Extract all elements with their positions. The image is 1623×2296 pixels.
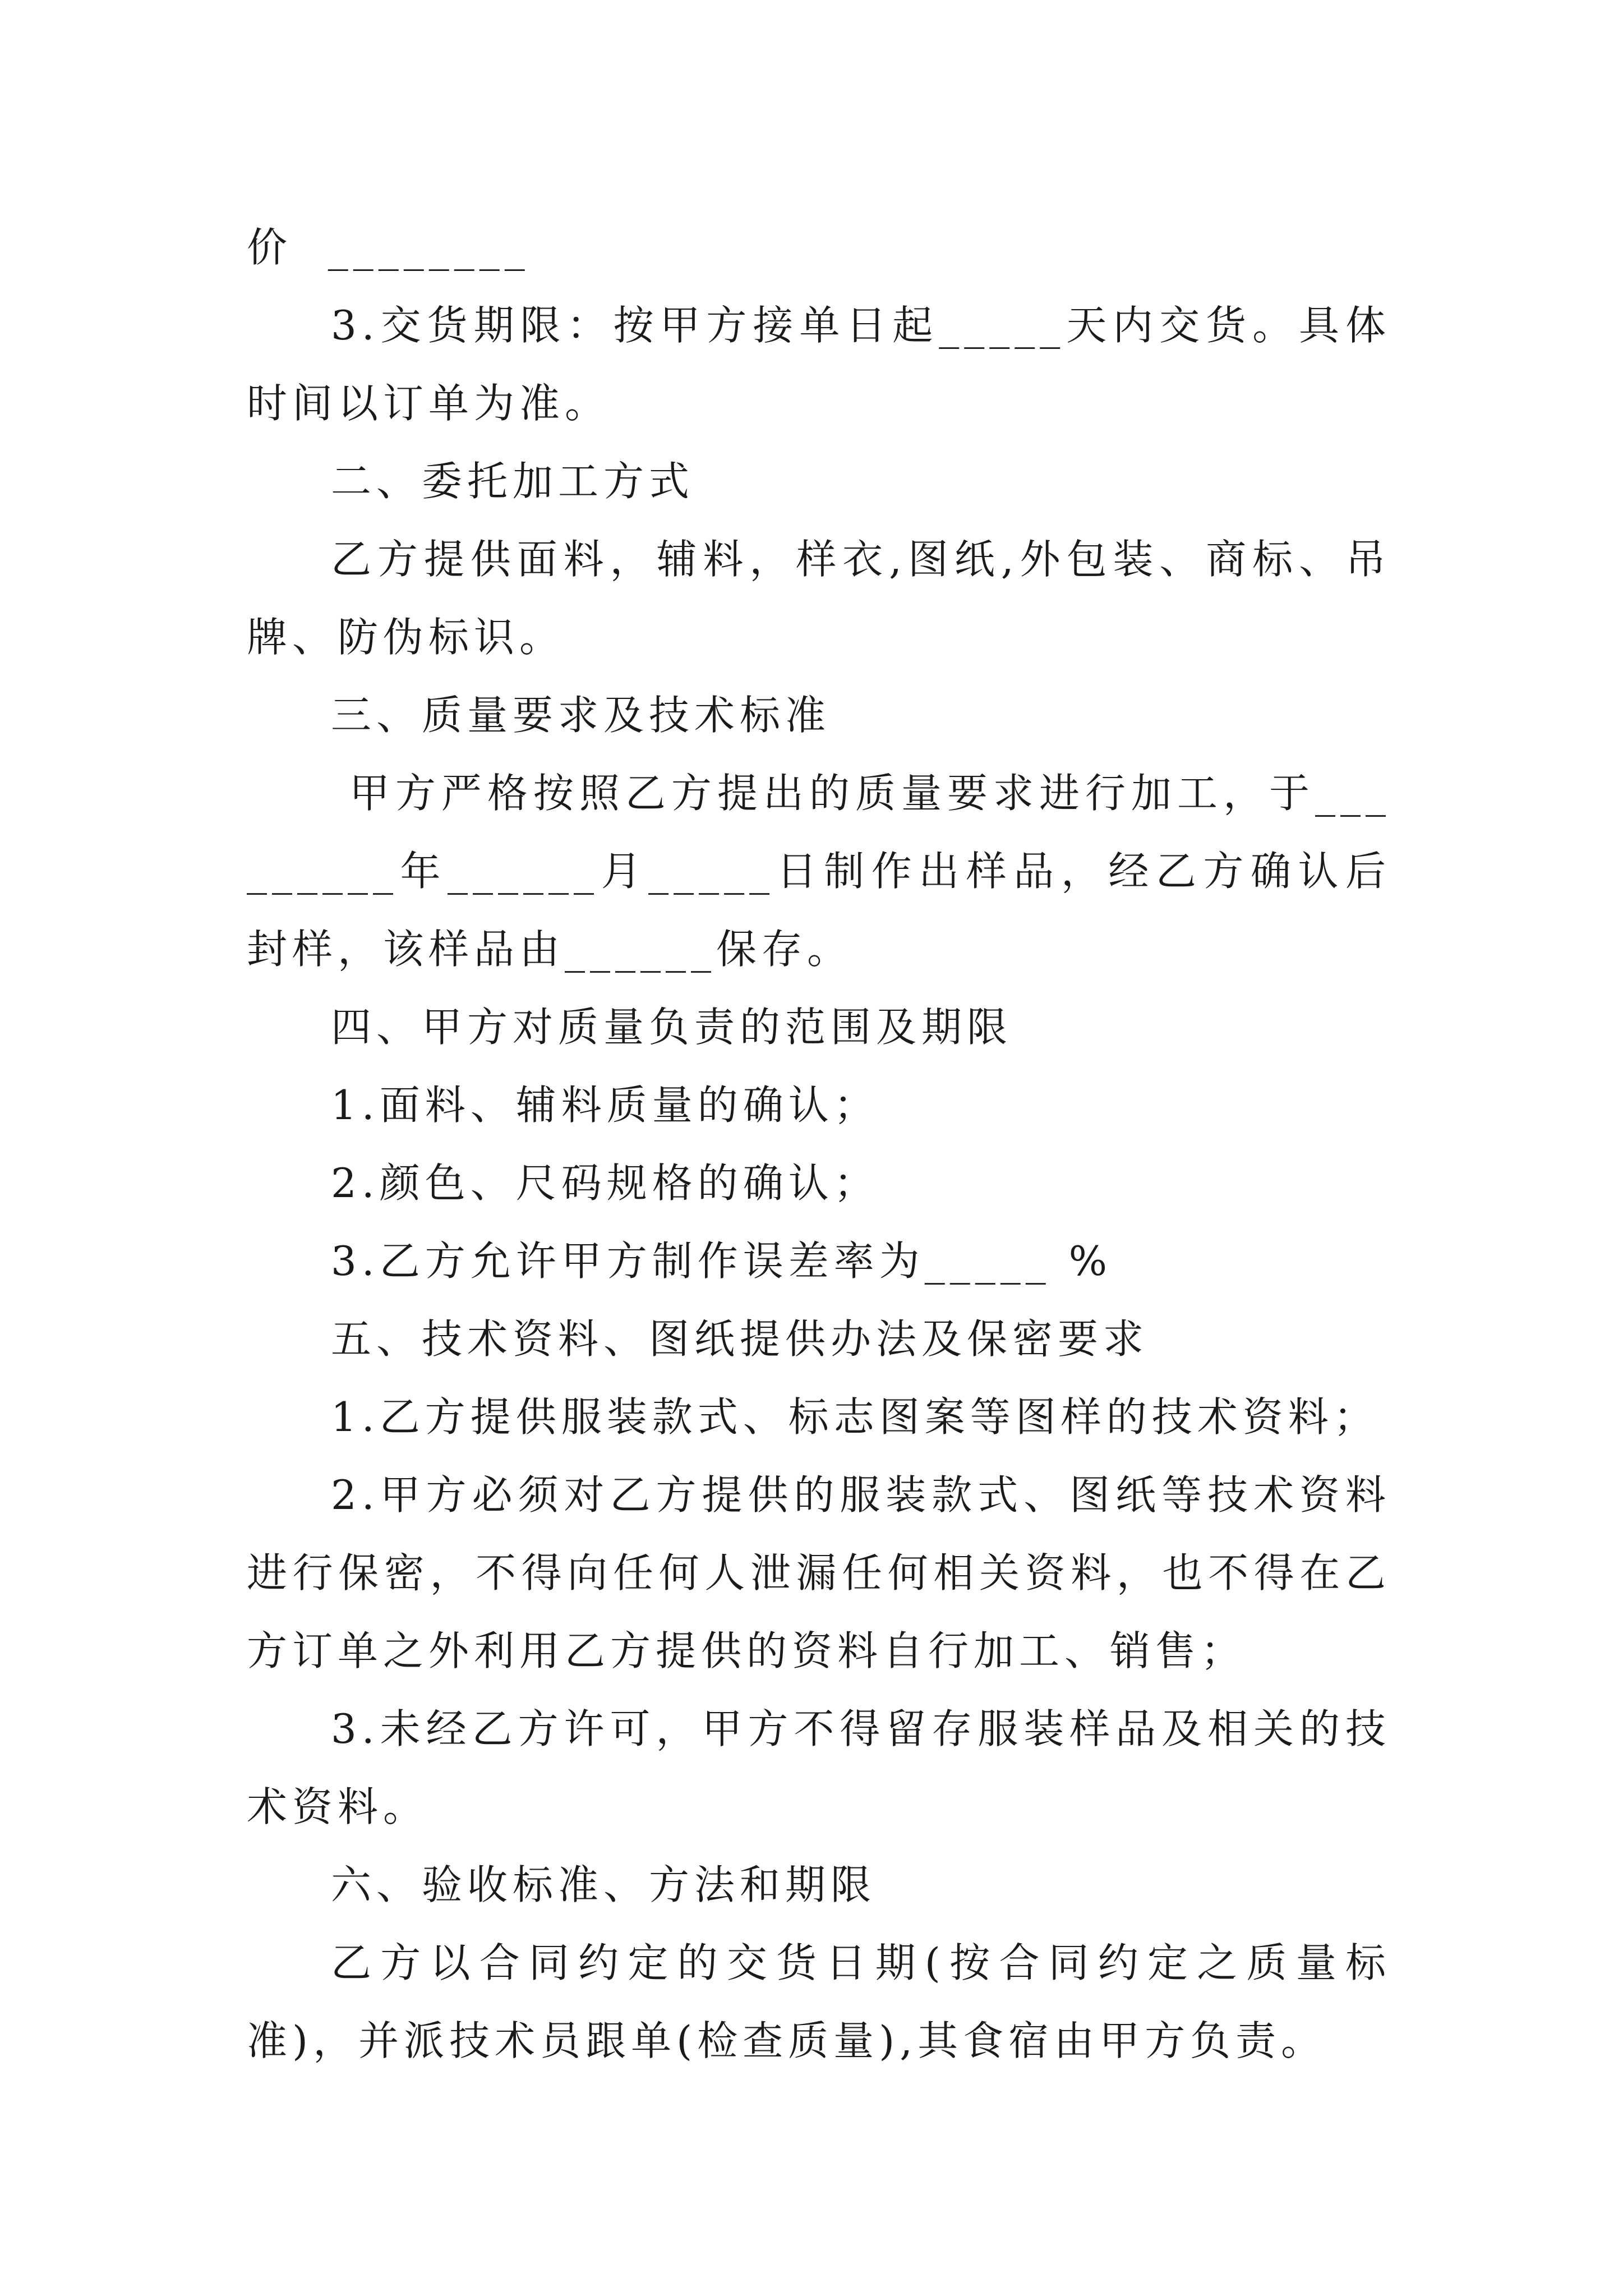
- section-heading-quality-responsibility: 四、甲方对质量负责的范围及期限: [331, 1004, 1013, 1051]
- list-item-error-rate: 3.乙方允许甲方制作误差率为_____ %: [331, 1237, 1112, 1285]
- list-item-color-size-confirmation: 2.颜色、尺码规格的确认；: [331, 1159, 879, 1207]
- section-heading-processing-method: 二、委托加工方式: [331, 458, 695, 505]
- list-item-fabric-confirmation: 1.面料、辅料质量的确认；: [331, 1082, 879, 1129]
- list-item-sample-retention: 3.未经乙方许可，甲方不得留存服装样品及相关的技术资料。: [247, 1705, 1391, 1830]
- list-item-confidentiality: 2.甲方必须对乙方提供的服装款式、图纸等技术资料进行保密，不得向任何人泄漏任何相关资料，也不得在乙方订单之外利用乙方提供的资料自行加工、销售；: [247, 1471, 1391, 1674]
- paragraph-quality-requirements: 甲方严格按照乙方提出的质量要求进行加工，于_________年______月_____日制作出样品，经乙方确认后封样，该样品由______保存。: [247, 770, 1391, 973]
- section-heading-quality-requirements: 三、质量要求及技术标准: [331, 692, 831, 739]
- section-heading-acceptance: 六、验收标准、方法和期限: [331, 1861, 877, 1908]
- paragraph-price-continuation: 价 ________: [247, 224, 530, 271]
- paragraph-processing-method: 乙方提供面料，辅料，样衣,图纸,外包装、商标、吊牌、防伪标识。: [247, 536, 1391, 661]
- paragraph-acceptance: 乙方以合同约定的交货日期(按合同约定之质量标准)，并派技术员跟单(检查质量),其食宿由甲方负责。: [247, 1939, 1391, 2064]
- section-heading-technical-materials: 五、技术资料、图纸提供办法及保密要求: [331, 1315, 1149, 1363]
- document-body: [247, 209, 1391, 2080]
- paragraph-delivery-term: 3.交货期限：按甲方接单日起_____天内交货。具体时间以订单为准。: [247, 302, 1391, 427]
- list-item-technical-materials: 1.乙方提供服装款式、标志图案等图样的技术资料；: [331, 1393, 1379, 1441]
